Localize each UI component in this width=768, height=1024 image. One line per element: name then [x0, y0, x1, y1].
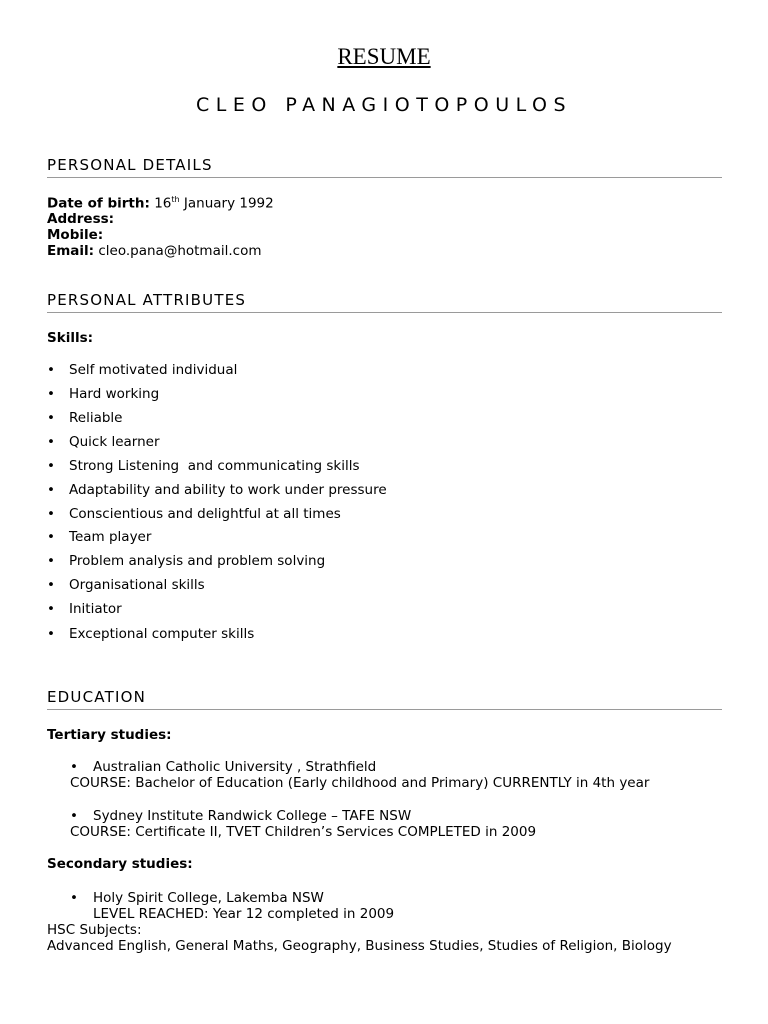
dob-label: Date of birth: [47, 195, 150, 212]
skill-text: Adaptability and ability to work under pressure [69, 482, 387, 498]
skill-text: Quick learner [69, 434, 160, 450]
tertiary-course: COURSE: Bachelor of Education (Early childhood and Primary) CURRENTLY in 4th year [70, 775, 650, 791]
skill-item [47, 386, 159, 402]
personal-attributes-heading: PERSONAL ATTRIBUTES [47, 291, 722, 313]
skill-text: Self motivated individual [69, 362, 238, 378]
bullet-icon: • [70, 808, 78, 824]
skill-text: Problem analysis and problem solving [69, 553, 326, 569]
skill-text: Organisational skills [69, 577, 205, 593]
skill-item [47, 626, 254, 642]
skill-item [47, 577, 205, 593]
tertiary-institution [70, 759, 376, 775]
skill-item [47, 434, 160, 450]
bullet-icon: • [47, 410, 55, 426]
dob-suffix: th [171, 195, 180, 204]
skills-label: Skills: [47, 330, 94, 346]
bullet-icon: • [47, 529, 55, 545]
bullet-icon: • [47, 506, 55, 522]
level-reached: LEVEL REACHED: Year 12 completed in 2009 [93, 906, 395, 922]
hsc-label: HSC Subjects: [47, 922, 142, 938]
bullet-icon: • [47, 577, 55, 593]
hsc-subjects: Advanced English, General Maths, Geography, Business Studies, Studies of Religion, Biology [47, 938, 672, 954]
tertiary-course: COURSE: Certificate II, TVET Children’s Services COMPLETED in 2009 [70, 824, 537, 840]
personal-details-heading: PERSONAL DETAILS [47, 156, 722, 178]
institution-text: Sydney Institute Randwick College – TAFE NSW [93, 808, 412, 824]
skill-text: Strong Listening and communicating skills [69, 458, 360, 474]
skill-text: Hard working [69, 386, 160, 402]
education-heading: EDUCATION [47, 688, 722, 710]
bullet-icon: • [47, 553, 55, 569]
skill-text: Conscientious and delightful at all times [69, 506, 341, 522]
dob-line [47, 195, 274, 212]
bullet-icon: • [47, 626, 55, 642]
skill-text: Reliable [69, 410, 123, 426]
address-label: Address: [47, 211, 115, 227]
bullet-icon: • [47, 386, 55, 402]
bullet-icon: • [47, 601, 55, 617]
skill-item [47, 506, 341, 522]
email-label: Email: [47, 243, 95, 259]
bullet-icon: • [70, 759, 78, 775]
secondary-label: Secondary studies: [47, 856, 193, 872]
dob-day: 16 [154, 195, 172, 212]
skill-item [47, 482, 387, 498]
bullet-icon: • [47, 458, 55, 474]
resume-title: RESUME [337, 44, 431, 69]
dob-rest: January 1992 [183, 195, 274, 212]
skill-item [47, 553, 325, 569]
skill-item [47, 362, 237, 378]
skill-text: Team player [69, 529, 152, 545]
email-line [47, 243, 261, 259]
bullet-icon: • [70, 890, 78, 906]
skill-item [47, 458, 360, 474]
email-value: cleo.pana@hotmail.com [98, 243, 262, 259]
bullet-icon: • [47, 434, 55, 450]
skill-item [47, 410, 122, 426]
skill-text: Exceptional computer skills [69, 626, 255, 642]
skill-item [47, 601, 122, 617]
bullet-icon: • [47, 362, 55, 378]
bullet-icon: • [47, 482, 55, 498]
candidate-name: CLEO PANAGIOTOPOULOS [195, 94, 573, 116]
institution-text: Australian Catholic University , Strathfield [93, 759, 377, 775]
tertiary-institution [70, 808, 411, 824]
tertiary-label: Tertiary studies: [47, 727, 172, 743]
skill-item [47, 529, 151, 545]
secondary-school [70, 890, 324, 906]
skill-text: Initiator [69, 601, 122, 617]
mobile-label: Mobile: [47, 227, 104, 243]
school-text: Holy Spirit College, Lakemba NSW [93, 890, 324, 906]
